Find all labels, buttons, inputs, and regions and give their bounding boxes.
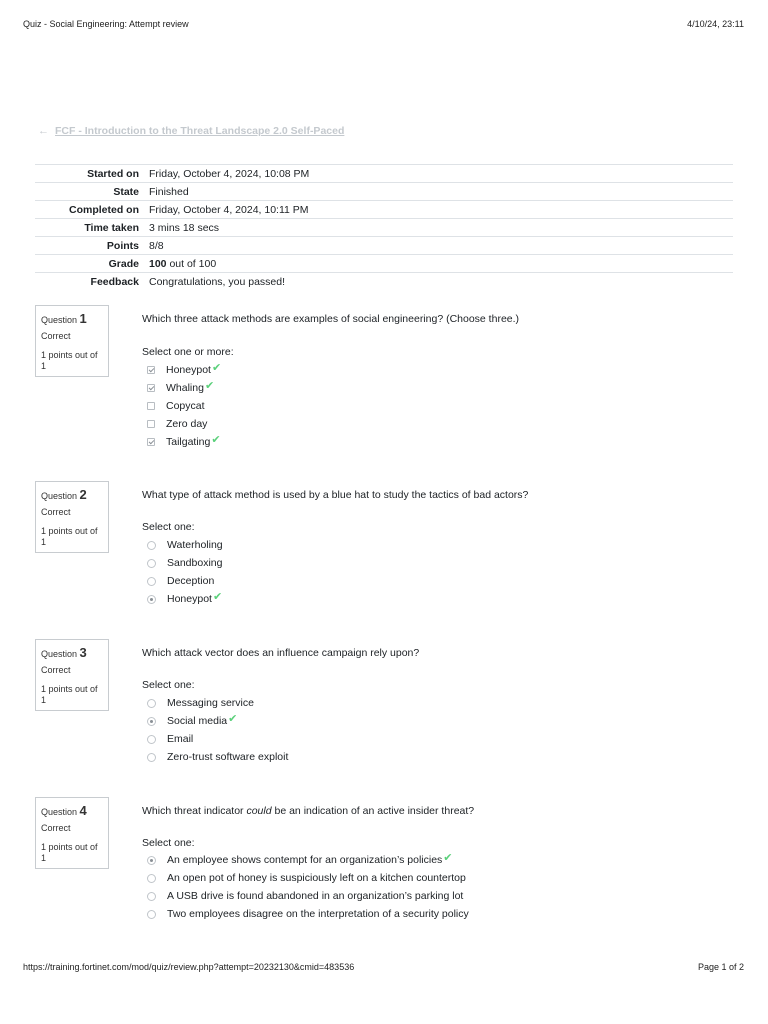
answer-label: Copycat: [166, 400, 205, 412]
question-text-start: Which threat indicator: [142, 805, 247, 817]
summary-label: Completed on: [69, 203, 139, 216]
print-header-title: Quiz - Social Engineering: Attempt review: [23, 19, 189, 29]
question-grade: 1 points out of 1: [41, 684, 98, 705]
answer-prompt: Select one:: [142, 679, 195, 691]
answer-label: Honeypot: [167, 593, 212, 605]
answer-checkbox[interactable]: [147, 402, 155, 410]
summary-row: [35, 273, 733, 291]
answer-option[interactable]: [147, 554, 223, 572]
answer-radio[interactable]: [147, 874, 156, 883]
correct-check-icon: ✔: [212, 590, 223, 603]
back-link-label: FCF - Introduction to the Threat Landscape 2.0 Self-Paced: [55, 125, 345, 137]
question-number: 4: [79, 803, 87, 818]
answer-option[interactable]: [147, 379, 221, 397]
question-text: [142, 805, 474, 817]
answer-label: An employee shows contempt for an organization’s policies: [167, 854, 443, 866]
question-text: Which attack vector does an influence campaign rely upon?: [142, 647, 420, 659]
summary-row: [35, 165, 733, 183]
question-info: [35, 305, 109, 377]
question-state: Correct: [41, 665, 71, 675]
question-grade: 1 points out of 1: [41, 842, 98, 863]
question-label: Question: [41, 649, 78, 659]
answer-radio[interactable]: [147, 699, 156, 708]
print-header: [23, 19, 744, 29]
answer-label: Waterholing: [167, 539, 223, 551]
summary-value: 8/8: [149, 239, 164, 252]
answer-list: [147, 361, 221, 451]
answer-label: Messaging service: [167, 697, 254, 709]
correct-check-icon: ✔: [211, 361, 222, 374]
answer-radio[interactable]: [147, 595, 156, 604]
answer-option[interactable]: [147, 694, 288, 712]
print-footer-url: https://training.fortinet.com/mod/quiz/review.php?attempt=20232130&cmid=483536: [23, 962, 355, 972]
summary-label: Points: [106, 239, 139, 252]
summary-row: [35, 183, 733, 201]
summary-row: [35, 201, 733, 219]
question-grade: 1 points out of 1: [41, 350, 98, 371]
answer-option[interactable]: [147, 433, 221, 451]
question-info: [35, 481, 109, 553]
question-grade: 1 points out of 1: [41, 526, 98, 547]
answer-list: [147, 851, 469, 923]
question-label: Question: [41, 807, 78, 817]
answer-option[interactable]: [147, 572, 223, 590]
answer-radio[interactable]: [147, 559, 156, 568]
answer-option[interactable]: [147, 905, 469, 923]
question-number: 3: [79, 645, 87, 660]
question-number: 1: [79, 311, 87, 326]
answer-checkbox[interactable]: [147, 366, 155, 374]
summary-label: Grade: [108, 257, 139, 270]
answer-radio[interactable]: [147, 717, 156, 726]
question-state: Correct: [41, 823, 71, 833]
summary-label: Feedback: [90, 275, 139, 288]
summary-value: 3 mins 18 secs: [149, 221, 220, 234]
answer-radio[interactable]: [147, 892, 156, 901]
answer-label: An open pot of honey is suspiciously left on a kitchen countertop: [167, 872, 466, 884]
arrow-left-icon: ←: [38, 125, 49, 137]
question-text: Which three attack methods are examples of social engineering? (Choose three.): [142, 313, 520, 325]
answer-option[interactable]: [147, 712, 288, 730]
summary-label: Time taken: [84, 221, 139, 234]
answer-option[interactable]: [147, 397, 221, 415]
question-state: Correct: [41, 507, 71, 517]
summary-value: Finished: [149, 185, 189, 198]
answer-label: A USB drive is found abandoned in an organization’s parking lot: [167, 890, 464, 902]
correct-check-icon: ✔: [228, 712, 238, 725]
question-state: Correct: [41, 331, 71, 341]
answer-list: [147, 536, 223, 608]
answer-option[interactable]: [147, 748, 288, 766]
answer-label: Sandboxing: [167, 557, 223, 569]
grade-score: 100: [149, 257, 167, 270]
summary-row: [35, 219, 733, 237]
answer-label: Zero day: [166, 418, 208, 430]
answer-list: [147, 694, 288, 766]
answer-prompt: Select one or more:: [142, 346, 234, 358]
answer-radio[interactable]: [147, 753, 156, 762]
answer-option[interactable]: [147, 869, 469, 887]
answer-option[interactable]: [147, 361, 221, 379]
grade-total: out of 100: [166, 257, 217, 270]
summary-value: Congratulations, you passed!: [149, 275, 286, 288]
back-to-course-link[interactable]: [38, 125, 344, 137]
summary-label: Started on: [87, 167, 139, 180]
question-text-emphasis: could: [246, 805, 272, 817]
answer-radio[interactable]: [147, 541, 156, 550]
answer-checkbox[interactable]: [147, 384, 155, 392]
question-text-end: be an indication of an active insider threat?: [271, 805, 475, 817]
answer-checkbox[interactable]: [147, 420, 155, 428]
summary-value: Friday, October 4, 2024, 10:08 PM: [149, 167, 310, 180]
print-header-datetime: 4/10/24, 23:11: [687, 19, 744, 29]
correct-check-icon: ✔: [204, 379, 215, 392]
summary-row: [35, 255, 733, 273]
answer-label: Two employees disagree on the interpretation of a security policy: [167, 908, 469, 920]
summary-value: [149, 255, 733, 273]
answer-label: Deception: [167, 575, 215, 587]
answer-label: Social media: [167, 715, 228, 727]
question-info: [35, 639, 109, 711]
answer-label: Honeypot: [166, 364, 211, 376]
print-footer-page: Page 1 of 2: [697, 962, 744, 972]
question-label: Question: [41, 315, 78, 325]
answer-option[interactable]: [147, 851, 469, 869]
answer-radio[interactable]: [147, 910, 156, 919]
attempt-summary-table: [35, 164, 733, 290]
answer-radio[interactable]: [147, 856, 156, 865]
answer-checkbox[interactable]: [147, 438, 155, 446]
answer-radio[interactable]: [147, 735, 156, 744]
answer-option[interactable]: [147, 887, 469, 905]
answer-option[interactable]: [147, 590, 223, 608]
answer-option[interactable]: [147, 730, 288, 748]
summary-value: Friday, October 4, 2024, 10:11 PM: [149, 203, 309, 216]
answer-label: Tailgating: [166, 436, 211, 448]
question-info: [35, 797, 109, 869]
answer-label: Email: [167, 733, 194, 745]
summary-label: State: [113, 185, 139, 198]
correct-check-icon: ✔: [443, 851, 453, 864]
answer-label: Whaling: [166, 382, 204, 394]
question-text: What type of attack method is used by a blue hat to study the tactics of bad actors?: [142, 489, 529, 501]
answer-option[interactable]: [147, 536, 223, 554]
correct-check-icon: ✔: [211, 433, 221, 446]
answer-prompt: Select one:: [142, 521, 195, 533]
answer-label: Zero-trust software exploit: [167, 751, 289, 763]
question-number: 2: [79, 487, 87, 502]
answer-option[interactable]: [147, 415, 221, 433]
answer-prompt: Select one:: [142, 837, 195, 849]
summary-row: [35, 237, 733, 255]
print-footer: [23, 962, 744, 972]
question-label: Question: [41, 491, 78, 501]
answer-radio[interactable]: [147, 577, 156, 586]
